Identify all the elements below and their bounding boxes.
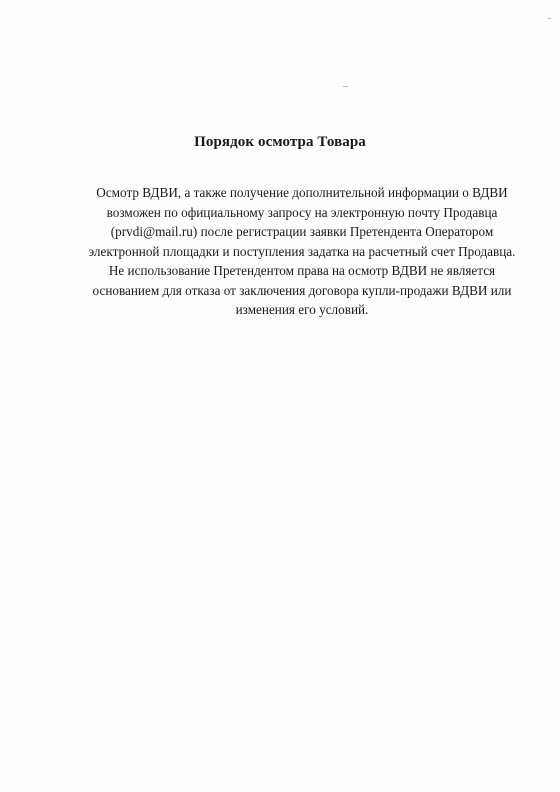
body-line: основанием для отказа от заключения договора купли-продажи ВДВИ или (92, 282, 512, 298)
document-title: Порядок осмотра Товара (194, 134, 366, 150)
body-line: (prvdi@mail.ru) после регистрации заявки Претендента Оператором (110, 224, 494, 239)
body-line: возможен по официальному запросу на электронную почту Продавца (106, 204, 498, 220)
body-line: электронной площадки и поступления задатка на расчетный счет Продавца. (88, 243, 516, 259)
body-line: Осмотр ВДВИ, а также получение дополнительной информации о ВДВИ (96, 185, 508, 200)
scan-speck (343, 86, 348, 87)
body-line: изменения его условий. (235, 302, 369, 317)
body-line: Не использование Претендентом права на осмотр ВДВИ не является (108, 263, 496, 278)
document-body (76, 183, 528, 320)
scan-speck (548, 18, 551, 19)
